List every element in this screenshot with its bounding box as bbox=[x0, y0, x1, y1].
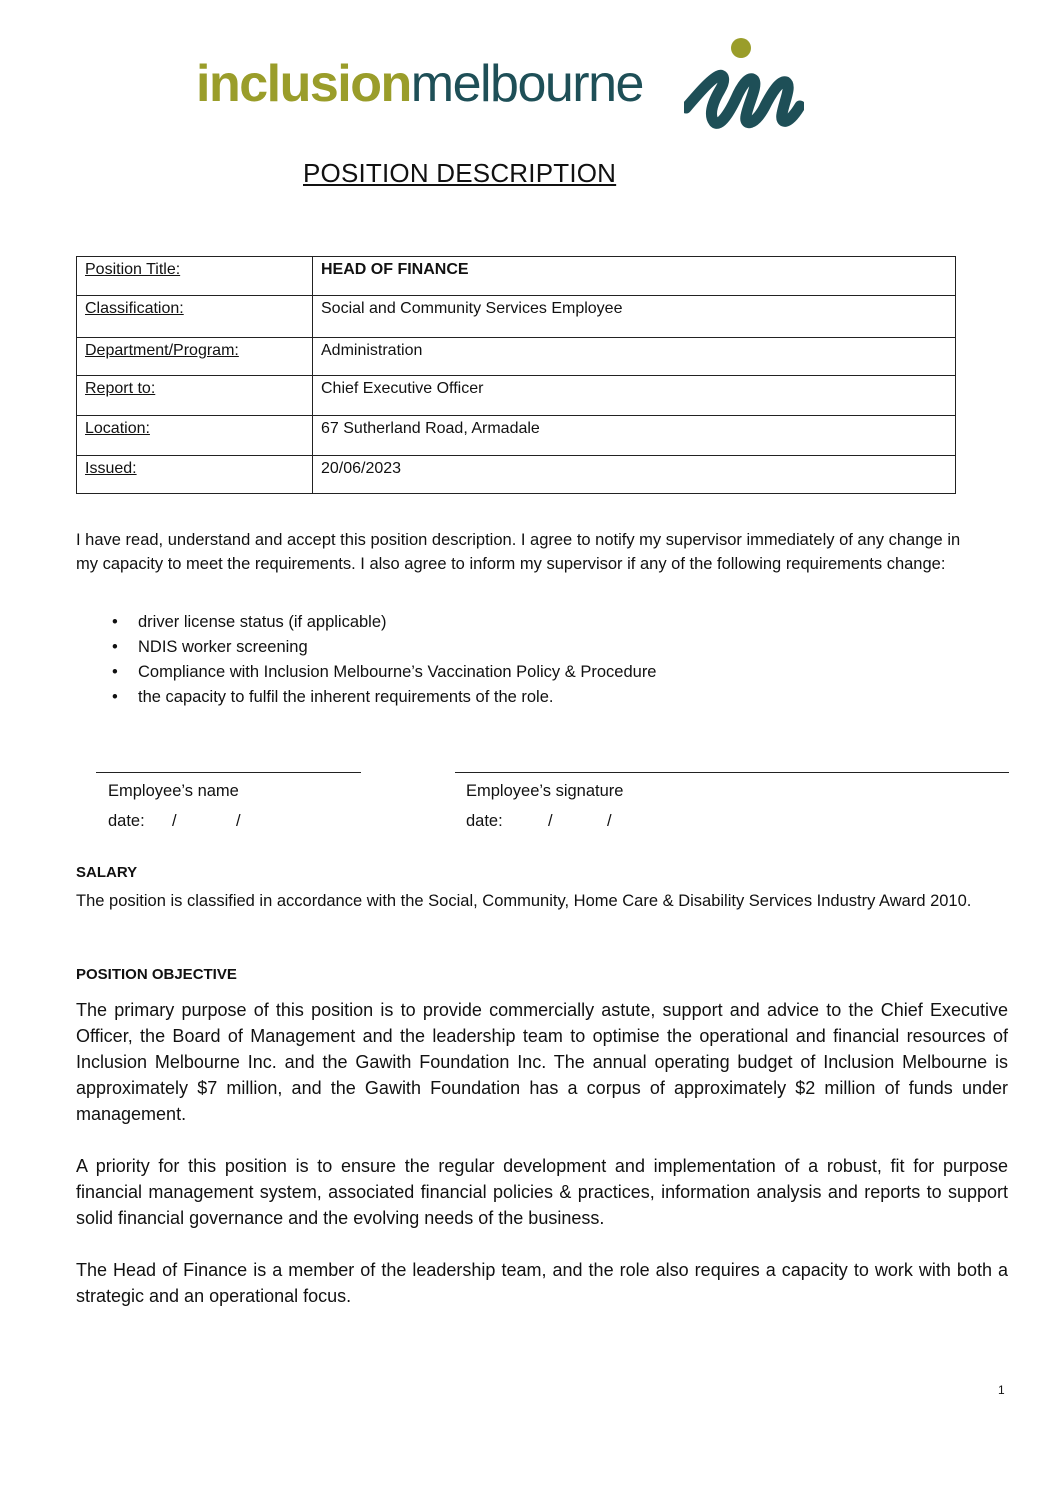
table-row bbox=[77, 257, 956, 296]
date-label: date: bbox=[466, 812, 503, 830]
logo-word-inclusion: inclusion bbox=[196, 55, 411, 113]
employee-name-line[interactable] bbox=[96, 772, 361, 773]
date-slash: / bbox=[548, 812, 553, 830]
requirements-list bbox=[100, 610, 657, 710]
row-value: Social and Community Services Employee bbox=[313, 296, 956, 338]
list-item: • Compliance with Inclusion Melbourne’s Vaccination Policy & Procedure bbox=[100, 660, 657, 685]
row-label: Report to: bbox=[77, 376, 313, 416]
objective-heading: POSITION OBJECTIVE bbox=[76, 966, 237, 983]
logo-word-melbourne: melbourne bbox=[410, 55, 643, 113]
row-value: Administration bbox=[313, 338, 956, 376]
salary-text: The position is classified in accordance with the Social, Community, Home Care & Disability Services Industry Award 2010. bbox=[76, 892, 972, 910]
table-row bbox=[77, 456, 956, 494]
date-label: date: bbox=[108, 812, 145, 830]
row-value: HEAD OF FINANCE bbox=[313, 257, 956, 296]
row-value: 67 Sutherland Road, Armadale bbox=[313, 416, 956, 456]
declaration-text: I have read, understand and accept this position description. I agree to notify my supervisor immediately of any change in my capacity to meet the requirements. I also agree to inform my supervisor if any of the following requirements change: bbox=[76, 531, 961, 573]
employee-name-label: Employee’s name bbox=[108, 782, 239, 800]
date-slash: / bbox=[607, 812, 612, 830]
im-monogram-icon bbox=[684, 36, 804, 136]
position-info-table bbox=[76, 256, 956, 494]
objective-paragraph-2: A priority for this position is to ensure the regular development and implementation of a robust, fit for purpose financial management system, associated financial policies & practices, information analysis and reports to support solid financial governance and the evolving needs of the business. bbox=[76, 1156, 1008, 1228]
row-label: Location: bbox=[77, 416, 313, 456]
page-number: 1 bbox=[998, 1383, 1005, 1397]
date-slash: / bbox=[172, 812, 177, 830]
bullet-icon: • bbox=[112, 638, 118, 656]
objective-paragraph-3: The Head of Finance is a member of the leadership team, and the role also requires a capacity to work with both a strategic and an operational focus. bbox=[76, 1260, 1008, 1306]
bullet-icon: • bbox=[112, 663, 118, 681]
bullet-icon: • bbox=[112, 688, 118, 706]
salary-heading: SALARY bbox=[76, 864, 138, 881]
date-slash: / bbox=[236, 812, 241, 830]
row-label: Department/Program: bbox=[77, 338, 313, 376]
table-row bbox=[77, 296, 956, 338]
list-item: • NDIS worker screening bbox=[100, 635, 657, 660]
table-row bbox=[77, 416, 956, 456]
logo-wordmark bbox=[196, 54, 643, 114]
list-item: • driver license status (if applicable) bbox=[100, 610, 657, 635]
signature-date-field[interactable] bbox=[466, 812, 666, 836]
employee-signature-label: Employee’s signature bbox=[466, 782, 624, 800]
name-date-field[interactable] bbox=[108, 812, 308, 836]
brand-logo bbox=[196, 36, 816, 136]
objective-paragraph-1: The primary purpose of this position is to provide commercially astute, support and advice to the Chief Executive Officer, the Board of Management and the leadership team to optimise the operational and financial resources of Inclusion Melbourne Inc. and the Gawith Foundation Inc. The annual operating budget of Inclusion Melbourne is approximately $7 million, and the Gawith Foundation has a corpus of approximately $2 million of funds under management. bbox=[76, 1000, 1008, 1124]
row-label: Classification: bbox=[77, 296, 313, 338]
bullet-icon: • bbox=[112, 613, 118, 631]
row-label: Issued: bbox=[77, 456, 313, 494]
employee-signature-line[interactable] bbox=[455, 772, 1009, 773]
table-row bbox=[77, 338, 956, 376]
row-value: 20/06/2023 bbox=[313, 456, 956, 494]
table-row bbox=[77, 376, 956, 416]
row-label: Position Title: bbox=[77, 257, 313, 296]
row-value: Chief Executive Officer bbox=[313, 376, 956, 416]
list-item: • the capacity to fulfil the inherent requirements of the role. bbox=[100, 685, 657, 710]
page-title: POSITION DESCRIPTION bbox=[303, 158, 617, 188]
